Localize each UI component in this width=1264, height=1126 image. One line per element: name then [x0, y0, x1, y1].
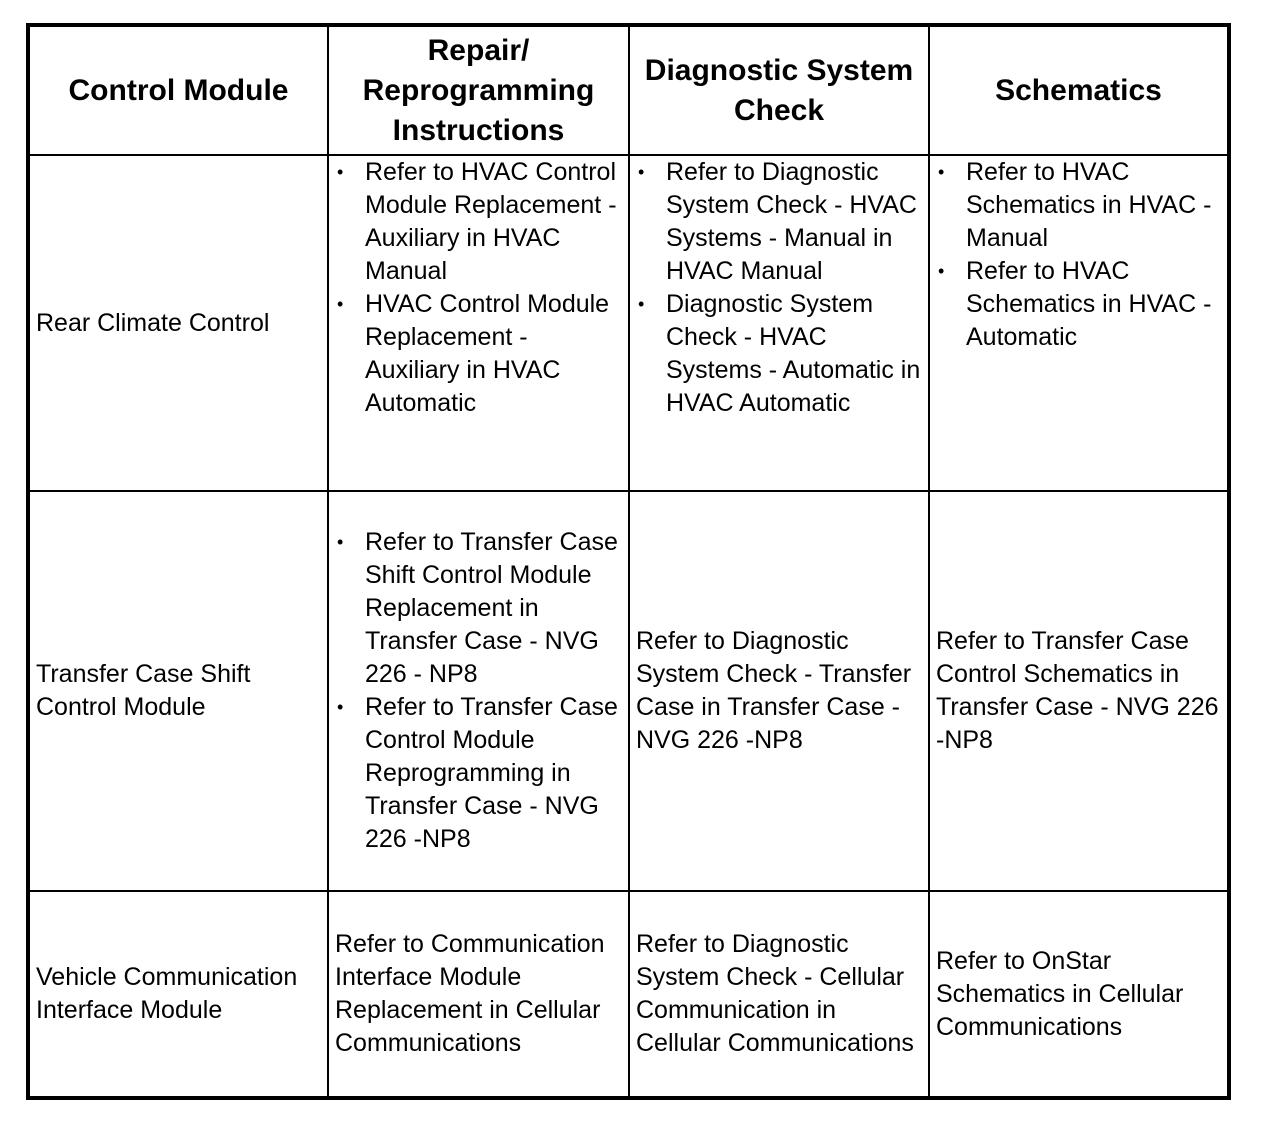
schematics-cell: Refer to OnStar Schematics in Cellular Communications — [929, 891, 1229, 1098]
schematics-cell — [929, 155, 1229, 491]
header-diagnostic-system-check: Diagnostic System Check — [629, 25, 929, 155]
list-item: • Refer to HVAC Schematics in HVAC - Automatic — [936, 255, 1223, 354]
list-item: • Diagnostic System Check - HVAC Systems - Automatic in HVAC Automatic — [636, 288, 924, 420]
header-row — [28, 25, 1229, 155]
header-schematics: Schematics — [929, 25, 1229, 155]
list-item: • HVAC Control Module Replacement - Auxiliary in HVAC Automatic — [335, 288, 624, 420]
diagnostic-cell — [629, 155, 929, 491]
schematics-cell: Refer to Transfer Case Control Schematics in Transfer Case - NVG 226 -NP8 — [929, 491, 1229, 891]
table-row — [28, 891, 1229, 1098]
module-cell: Rear Climate Control — [28, 155, 328, 491]
bullet-list — [335, 156, 624, 420]
repair-cell — [328, 491, 629, 891]
list-item: • Refer to HVAC Control Module Replacement - Auxiliary in HVAC Manual — [335, 156, 624, 288]
header-control-module: Control Module — [28, 25, 328, 155]
list-item: • Refer to Transfer Case Control Module Reprogramming in Transfer Case - NVG 226 -NP8 — [335, 691, 624, 856]
list-item: • Refer to HVAC Schematics in HVAC - Manual — [936, 156, 1223, 255]
bullet-list — [636, 156, 924, 420]
bullet-list — [936, 156, 1223, 354]
control-module-table — [26, 23, 1231, 1100]
bullet-list — [335, 526, 624, 856]
repair-cell: Refer to Communication Interface Module Replacement in Cellular Communications — [328, 891, 629, 1098]
list-item: • Refer to Transfer Case Shift Control Module Replacement in Transfer Case - NVG 226 - NP8 — [335, 526, 624, 691]
table-row — [28, 491, 1229, 891]
table-row — [28, 155, 1229, 491]
repair-cell — [328, 155, 629, 491]
header-repair-instructions: Repair/ Reprogramming Instructions — [328, 25, 629, 155]
module-cell: Vehicle Communication Interface Module — [28, 891, 328, 1098]
module-cell: Transfer Case Shift Control Module — [28, 491, 328, 891]
diagnostic-cell: Refer to Diagnostic System Check - Transfer Case in Transfer Case - NVG 226 -NP8 — [629, 491, 929, 891]
list-item: • Refer to Diagnostic System Check - HVAC Systems - Manual in HVAC Manual — [636, 156, 924, 288]
diagnostic-cell: Refer to Diagnostic System Check - Cellular Communication in Cellular Communications — [629, 891, 929, 1098]
